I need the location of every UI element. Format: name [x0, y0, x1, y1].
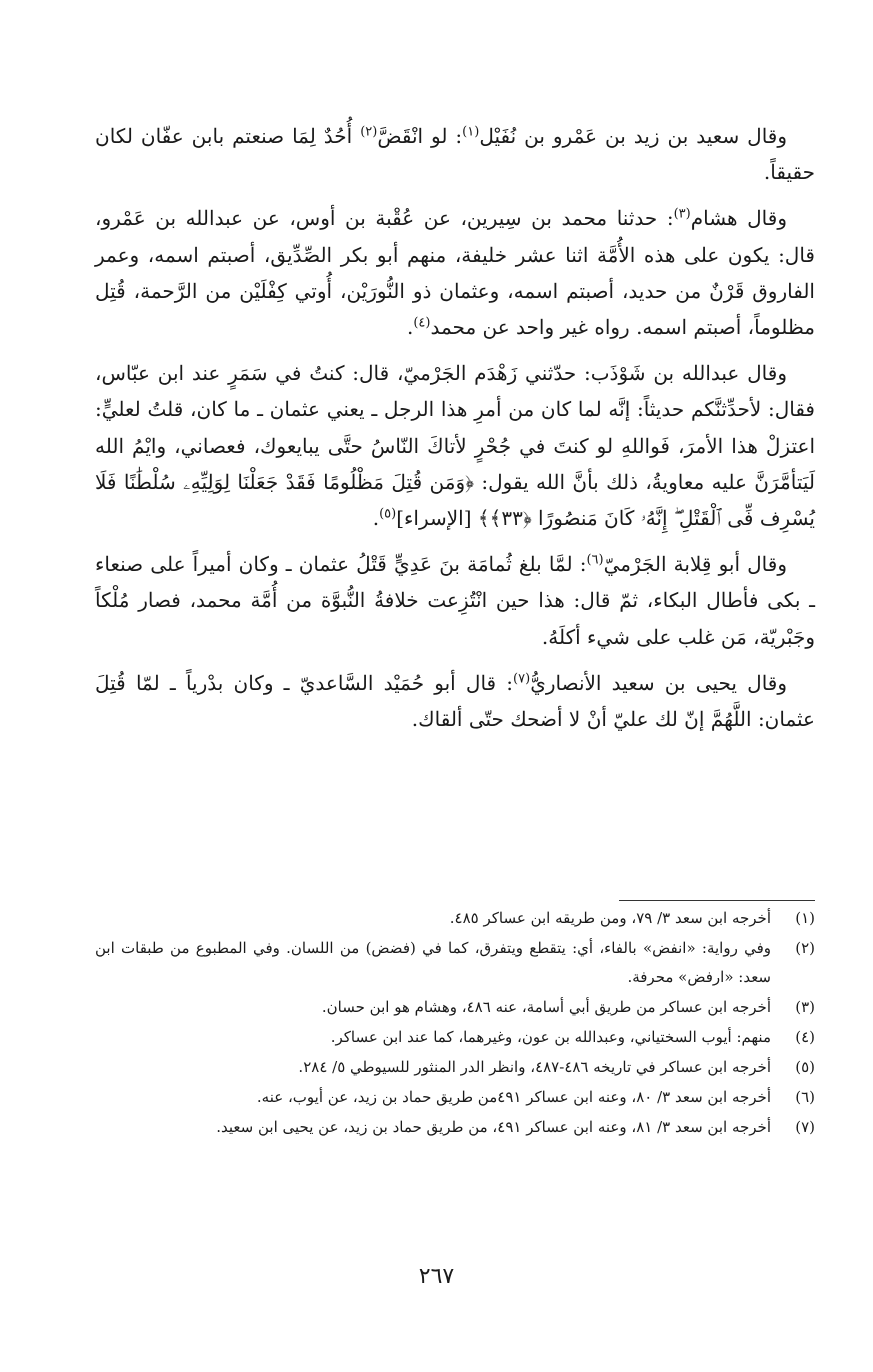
footnote-marker: (٦)	[586, 552, 604, 568]
footnote-marker: (١)	[462, 124, 480, 140]
footnote-text: وفي رواية: «انفض» بالفاء، أي: يتقطع ويتفرق، كما في (فضض) من اللسان. وفي المطبوع من طبقات ابن سعد: «ارفض» محرفة.	[95, 939, 771, 986]
text-run: : لو انْقَضَّ	[377, 124, 463, 148]
footnote	[95, 1083, 815, 1112]
text-run: أُحُدٌ لِمَا صنعتم بابن عفّان لكان حقيقاً.	[95, 124, 815, 185]
footnote	[95, 993, 815, 1022]
footnote	[95, 1053, 815, 1082]
paragraph	[95, 118, 815, 190]
footnote-marker: (٥)	[379, 506, 397, 522]
paragraph	[95, 355, 815, 536]
footnote-text: أخرجه ابن سعد ٣/ ٨١، وعنه ابن عساكر ٤٩١، من طريق حماد بن زيد، عن يحيى ابن سعيد.	[216, 1118, 771, 1136]
text-run: : حدثنا محمد بن سِيرين، عن عُقْبة بن أوس، عن عبدالله بن عَمْرو، قال: يكون على هذه الأُمَّة اثنا عشر خليفة، منهم أبو بكر الصِّدِّيق، أصبتم اسمه، وعمر الفاروق قَرْنٌ من حديد، أصبتم اسمه، وعثمان ذو النُّورَيْن، أُوتي كِفْلَيْن من الرَّحمة، قُتِل مظلوماً، أصبتم اسمه. رواه غير واحد عن محمد	[95, 206, 815, 340]
text-run: : قال أبو حُمَيْد السَّاعديّ ـ وكان بدْرياً ـ لمّا قُتِلَ عثمان: اللَّهُمَّ إنّ لك عليّ أنْ لا أضحك حتّى ألقاك.	[95, 670, 815, 732]
footnote-number: (٧)	[795, 1118, 815, 1136]
text-run: وقال عبدالله بن شَوْذَب: حدّثني زَهْدَم الجَرْميّ، قال: كنتُ في سَمَرٍ عند ابن عبّاس، فقال: لأحدِّثنَّكم حديثاً: إنَّه لما كان من أمرِ هذا الرجل ـ يعني عثمان ـ ما كان، قلتُ لعليٍّ: اعتزلْ هذا الأمرَ، فَواللهِ لو كنتَ في جُحْرٍ لأتاكَ النّاسُ حتَّى يبايعوك، فعصاني، وايْمُ الله لَيَتأمَّرَنَّ عليه معاويةُ، ذلك بأنَّ الله يقول:	[95, 361, 816, 494]
footnote-number: (٦)	[795, 1088, 815, 1106]
footnote-text: أخرجه ابن سعد ٣/ ٨٠، وعنه ابن عساكر ٤٩١من طريق حماد بن زيد، عن أيوب، عنه.	[256, 1088, 771, 1106]
footnote	[95, 1023, 815, 1052]
footnote-text: أخرجه ابن سعد ٣/ ٧٩، ومن طريقه ابن عساكر ٤٨٥.	[449, 909, 771, 927]
quran-verse: ﴿وَمَن قُتِلَ مَظْلُومًا فَقَدْ جَعَلْنَا لِوَلِيِّهِۦ سُلْطَٰنًا فَلَا يُسْرِف فِّى ٱلْقَتْلِ ۖ إِنَّهُۥ كَانَ مَنصُورًا ﴿٣٣﴾﴾	[95, 469, 815, 531]
paragraph	[95, 665, 815, 737]
footnote-divider	[619, 900, 815, 901]
text-run: .	[406, 315, 414, 340]
footnote-number: (١)	[795, 909, 815, 927]
footnotes	[95, 904, 815, 1143]
paragraph	[95, 546, 815, 655]
paragraph	[95, 200, 815, 345]
footnote-marker: (٧)	[513, 671, 531, 687]
footnote-text: أخرجه ابن عساكر في تاريخه ٤٨٦-٤٨٧، وانظر الدر المنثور للسيوطي ٥/ ٢٨٤.	[298, 1058, 771, 1076]
footnote-number: (٥)	[795, 1058, 815, 1076]
footnote	[95, 1113, 815, 1142]
page-body	[95, 118, 815, 747]
text-run: وقال هشام	[690, 206, 787, 231]
text-run: وقال سعيد بن زيد بن عَمْرو بن نُفَيْل	[479, 124, 788, 148]
footnote-marker: (٤)	[413, 315, 431, 331]
page-number: ٢٦٧	[418, 1264, 455, 1289]
text-run: [الإسراء]	[396, 506, 478, 531]
footnote-marker: (٢)	[360, 124, 378, 140]
text-run: : لمَّا بلغ ثُمامَة بنَ عَدِيٍّ قَتْلُ عثمان ـ وكان أميراً على صنعاء ـ بكى فأطال البكاء، ثمّ قال: هذا حين انْتُزِعت خلافةُ النُّبوَّة من أُمَّة محمد، فصار مُلْكاً وجَبْريّة، مَن غلب على شيء أكلَهُ.	[95, 552, 815, 649]
footnote	[95, 934, 815, 992]
footnote-text: أخرجه ابن عساكر من طريق أبي أسامة، عنه ٤٨٦، وهشام هو ابن حسان.	[321, 998, 771, 1016]
footnote-marker: (٣)	[673, 206, 691, 222]
text-run: وقال أبو قِلابة الجَرْميّ	[603, 552, 787, 577]
footnote-number: (٤)	[795, 1028, 815, 1046]
footnote-number: (٢)	[795, 939, 815, 957]
footnote	[95, 904, 815, 933]
text-run: .	[372, 506, 380, 531]
footnote-number: (٣)	[795, 998, 815, 1016]
footnote-text: منهم: أيوب السختياني، وعبدالله بن عون، وغيرهما، كما عند ابن عساكر.	[330, 1028, 771, 1046]
text-run: وقال يحيى بن سعيد الأنصاريُّ	[530, 670, 788, 695]
main-text	[95, 118, 815, 737]
